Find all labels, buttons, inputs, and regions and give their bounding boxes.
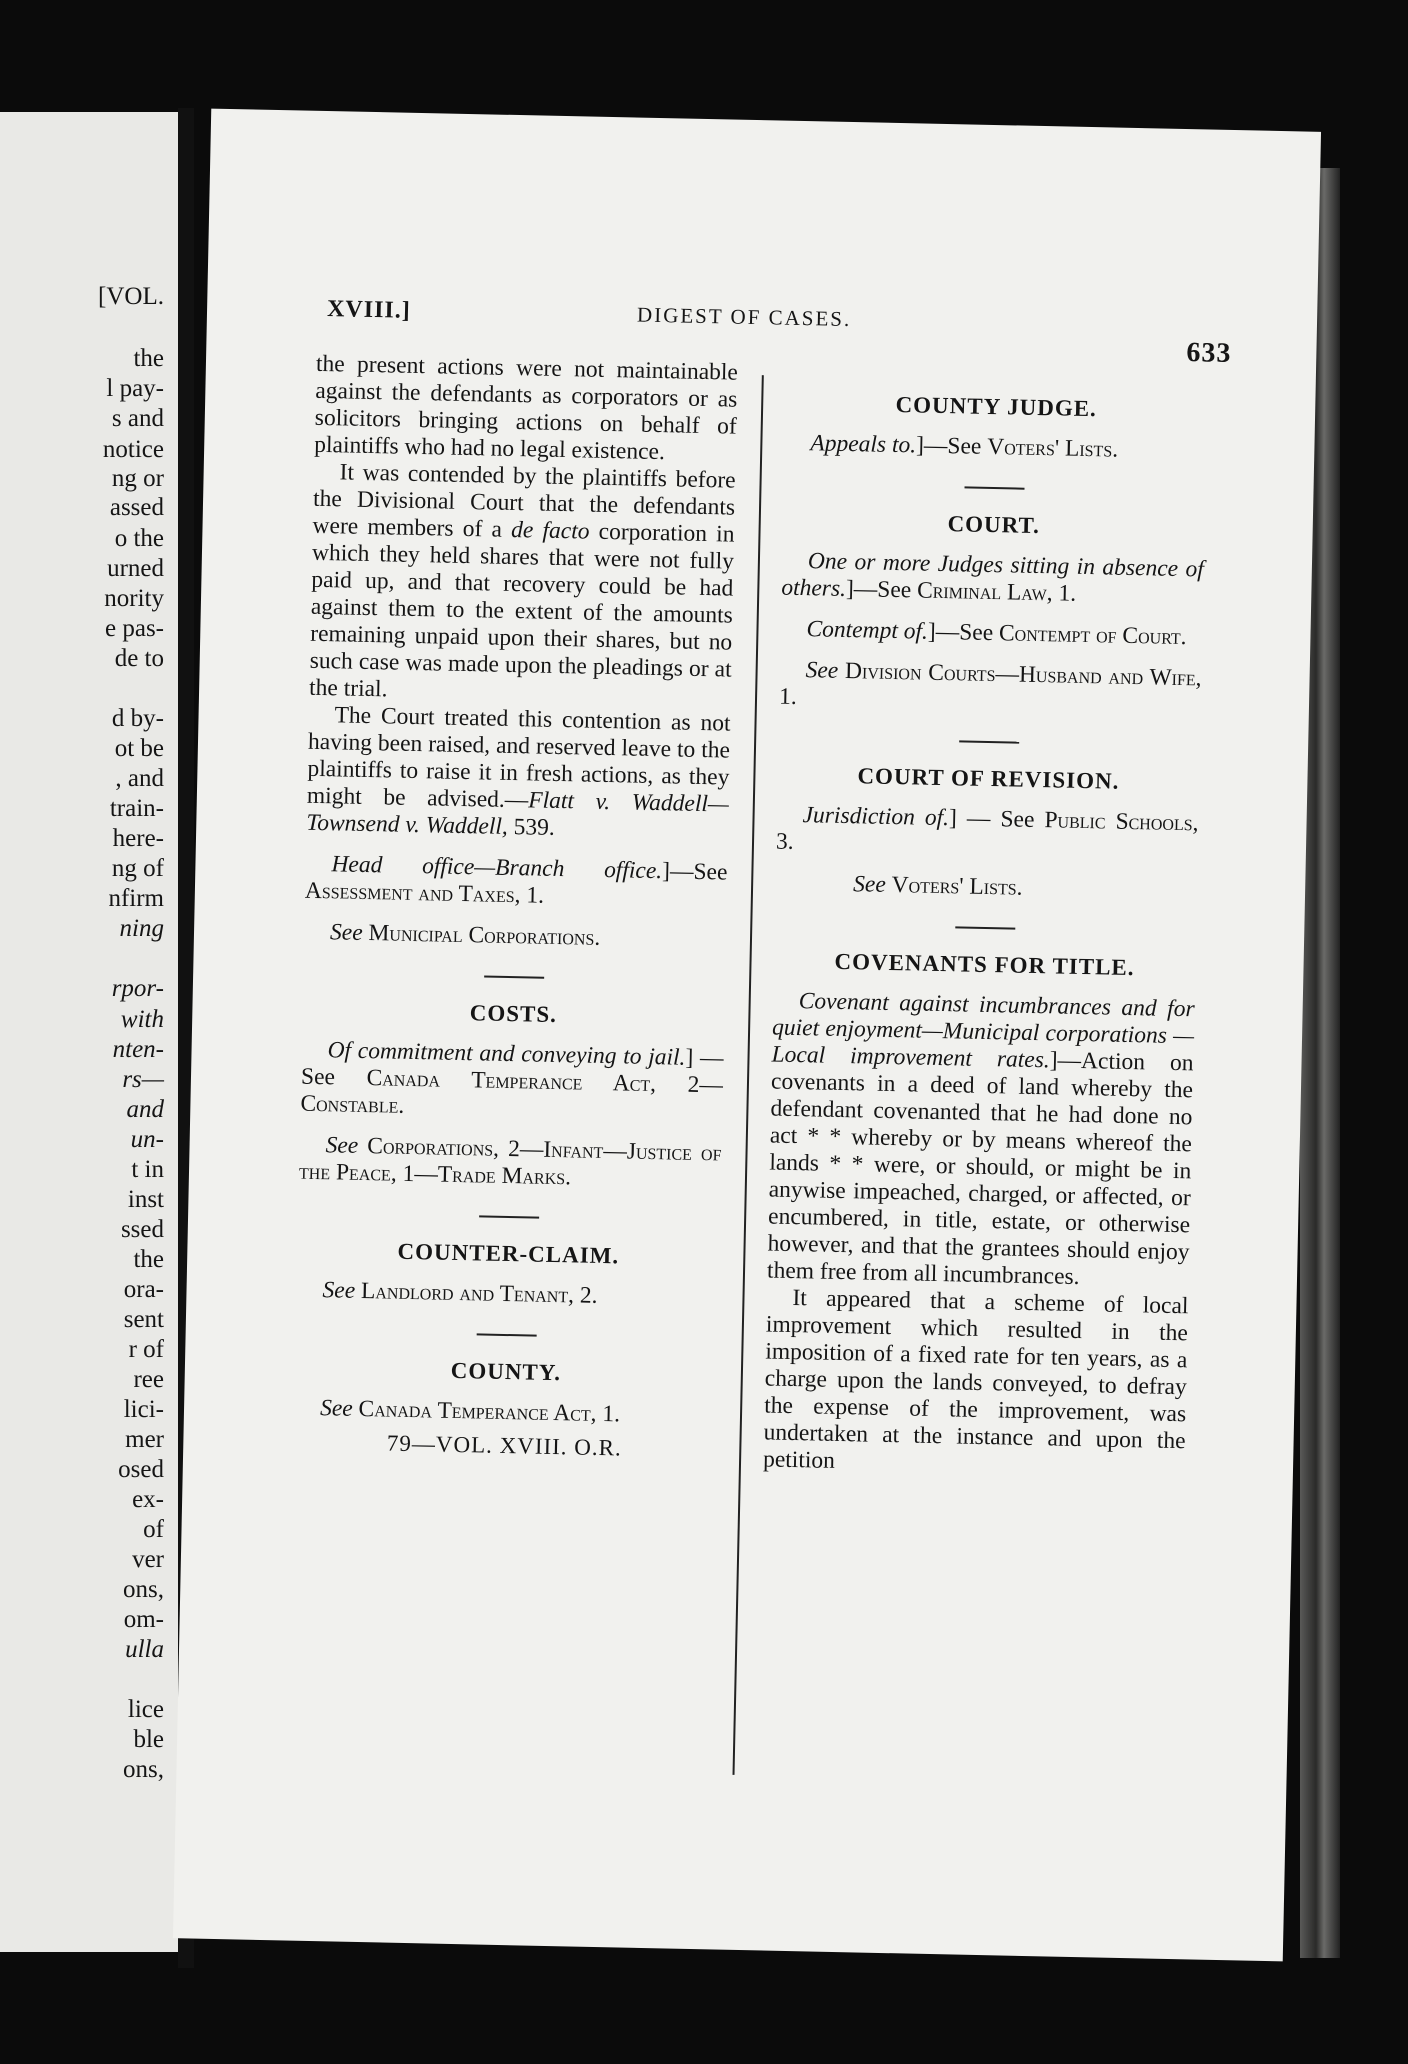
facing-page-text-fragment: ning [119, 915, 164, 942]
index-entry: See Division Courts—Husband and Wife, 1. [778, 657, 1202, 710]
section-heading: COUNTER-CLAIM. [397, 1238, 620, 1269]
facing-page-text-fragment: [VOL. [98, 283, 164, 310]
facing-page-text-fragment: de to [114, 645, 164, 672]
facing-page-text-fragment: rs— [122, 1066, 164, 1093]
facing-page-text-fragment: ver [132, 1546, 164, 1573]
section-heading: COSTS. [469, 1000, 558, 1028]
right-column [763, 389, 1208, 1483]
section-heading: COURT. [947, 511, 1041, 539]
section-rule [959, 740, 1019, 743]
facing-page-text-fragment: ng or [111, 465, 164, 492]
paragraph: The Court treated this contention as not having been raised, and reserved leave to the plaintiffs to raise it in fresh actions, as they might be advised.—Flatt v. Waddell—Townsend v. Waddell, 539. [306, 702, 731, 841]
index-entry: See Landlord and Tenant, 2. [322, 1277, 598, 1309]
page-number: 633 [1186, 337, 1232, 369]
index-entry: Contempt of.]—See Contempt of Court. [806, 616, 1187, 651]
index-entry: Covenant against incumbrances and for quiet enjoyment—Municipal corporations — Local improvement rates.]—Action on covenants in a deed of land whereby the defendant covenanted that he had done no act * * whereby or by means whereof the lands * * were, or should, or might be in anywise impeached, charged, or affected, or encumbered, in title, estate, or otherwise however, and that the grantees should enjoy them free from all incumbrances. [766, 988, 1195, 1291]
section-rule [484, 975, 544, 978]
index-entry: See Voters' Lists. [852, 871, 1023, 901]
facing-page-text-fragment: notice [102, 436, 164, 463]
section-rule [964, 486, 1024, 489]
facing-page-text-fragment: ulla [125, 1636, 164, 1663]
section-rule [955, 926, 1015, 929]
facing-page-text-fragment: train- [109, 795, 164, 822]
facing-page-text-fragment: ssed [120, 1216, 164, 1243]
facing-page-text-fragment: ons, [123, 1756, 164, 1783]
section-heading: COVENANTS FOR TITLE. [834, 948, 1135, 981]
facing-page-text-fragment: om- [123, 1606, 164, 1633]
index-entry: See Municipal Corporations. [329, 919, 601, 951]
section-heading: COURT OF REVISION. [857, 763, 1120, 794]
facing-page-text-fragment: and [126, 1096, 164, 1123]
index-entry: See Canada Temperance Act, 1. [319, 1395, 621, 1428]
facing-page-text-fragment: ons, [123, 1576, 164, 1603]
facing-page-text-fragment: un- [130, 1126, 164, 1153]
facing-page-text-fragment: with [120, 1006, 164, 1033]
facing-page-text-fragment: s and [111, 405, 164, 432]
facing-page-text-fragment: l pay- [106, 375, 164, 402]
book-page [173, 109, 1321, 1962]
facing-page-text-fragment: r of [128, 1336, 164, 1363]
facing-page-text-fragment: e pas- [105, 615, 164, 642]
facing-page-text-fragment: nfirm [108, 885, 164, 912]
section-rule [479, 1215, 539, 1218]
facing-page-text-fragment: the [133, 345, 164, 372]
facing-page-text-fragment: ree [133, 1366, 164, 1393]
facing-page-text-fragment: ble [133, 1726, 164, 1753]
facing-page-text-fragment: ex- [132, 1486, 164, 1513]
facing-page-text-fragment: lici- [123, 1396, 164, 1423]
facing-page-text-fragment: t in [131, 1156, 164, 1183]
index-entry: Head office—Branch office.]—See Assessment and Taxes, 1. [304, 851, 728, 909]
index-entry: One or more Judges sitting in absence of others.]—See Criminal Law, 1. [781, 548, 1205, 607]
facing-page-text-fragment: nten- [112, 1036, 164, 1063]
section-heading: COUNTY JUDGE. [895, 391, 1098, 422]
signature-footer: 79—VOL. XVIII. O.R. [386, 1430, 623, 1461]
column-divider [733, 375, 764, 1775]
facing-page-text-fragment: here- [112, 825, 164, 852]
facing-page-fragment [0, 112, 178, 1952]
facing-page-text-fragment: sent [123, 1306, 164, 1333]
paragraph: It was contended by the plaintiffs before the Divisional Court that the defendants were members of a de facto corporation in which they held shares that were not fully paid up, and that recovery could be had against them to the extent of the amounts remaining unpaid upon their shares, but no such case was made upon the pleadings or at the trial. [308, 459, 736, 703]
paragraph: It appeared that a scheme of local improvement which resulted in the imposition of a fixed rate for ten years, as a charge upon the lands conveyed, to defray the expense of the improvement, was undertaken at the instance and upon the petition [762, 1285, 1189, 1474]
facing-page-text-fragment: inst [127, 1186, 164, 1213]
running-head-title: DIGEST OF CASES. [636, 302, 852, 332]
facing-page-text-fragment: ot be [114, 735, 164, 762]
index-entry: Jurisdiction of.] — See Public Schools, 3. [775, 802, 1199, 855]
index-entry: See Corporations, 2—Infant—Justice of the Peace, 1—Trade Marks. [298, 1132, 722, 1191]
facing-page-text-fragment: assed [109, 494, 164, 521]
facing-page-text-fragment: , and [115, 765, 164, 792]
facing-page-text-fragment: lice [127, 1696, 164, 1723]
facing-page-text-fragment: osed [118, 1456, 164, 1483]
running-head-volume: XVIII.] [326, 296, 412, 324]
index-entry: Appeals to.]—See Voters' Lists. [810, 430, 1119, 463]
facing-page-text-fragment: nority [104, 585, 164, 612]
facing-page-text-fragment: urned [107, 555, 164, 582]
facing-page-text-fragment: the [133, 1246, 164, 1273]
facing-page-text-fragment: o the [114, 525, 164, 552]
facing-page-text-fragment: d by- [111, 705, 164, 732]
section-heading: COUNTY. [450, 1357, 562, 1386]
facing-page-text-fragment: mer [125, 1426, 164, 1453]
section-rule [477, 1333, 537, 1336]
facing-page-text-fragment: of [143, 1516, 164, 1543]
facing-page-text-fragment: ng of [111, 855, 164, 882]
facing-page-text-fragment: rpor- [111, 975, 164, 1002]
index-entry: Of commitment and conveying to jail.] — See Canada Temperance Act, 2—Constable. [300, 1037, 724, 1119]
facing-page-text-fragment: ora- [123, 1276, 164, 1303]
left-column [293, 351, 738, 1464]
paragraph: the present actions were not maintainable against the defendants as corporators or as solicitors bringing actions on behalf of plaintiffs who had no legal existence. [313, 350, 739, 466]
